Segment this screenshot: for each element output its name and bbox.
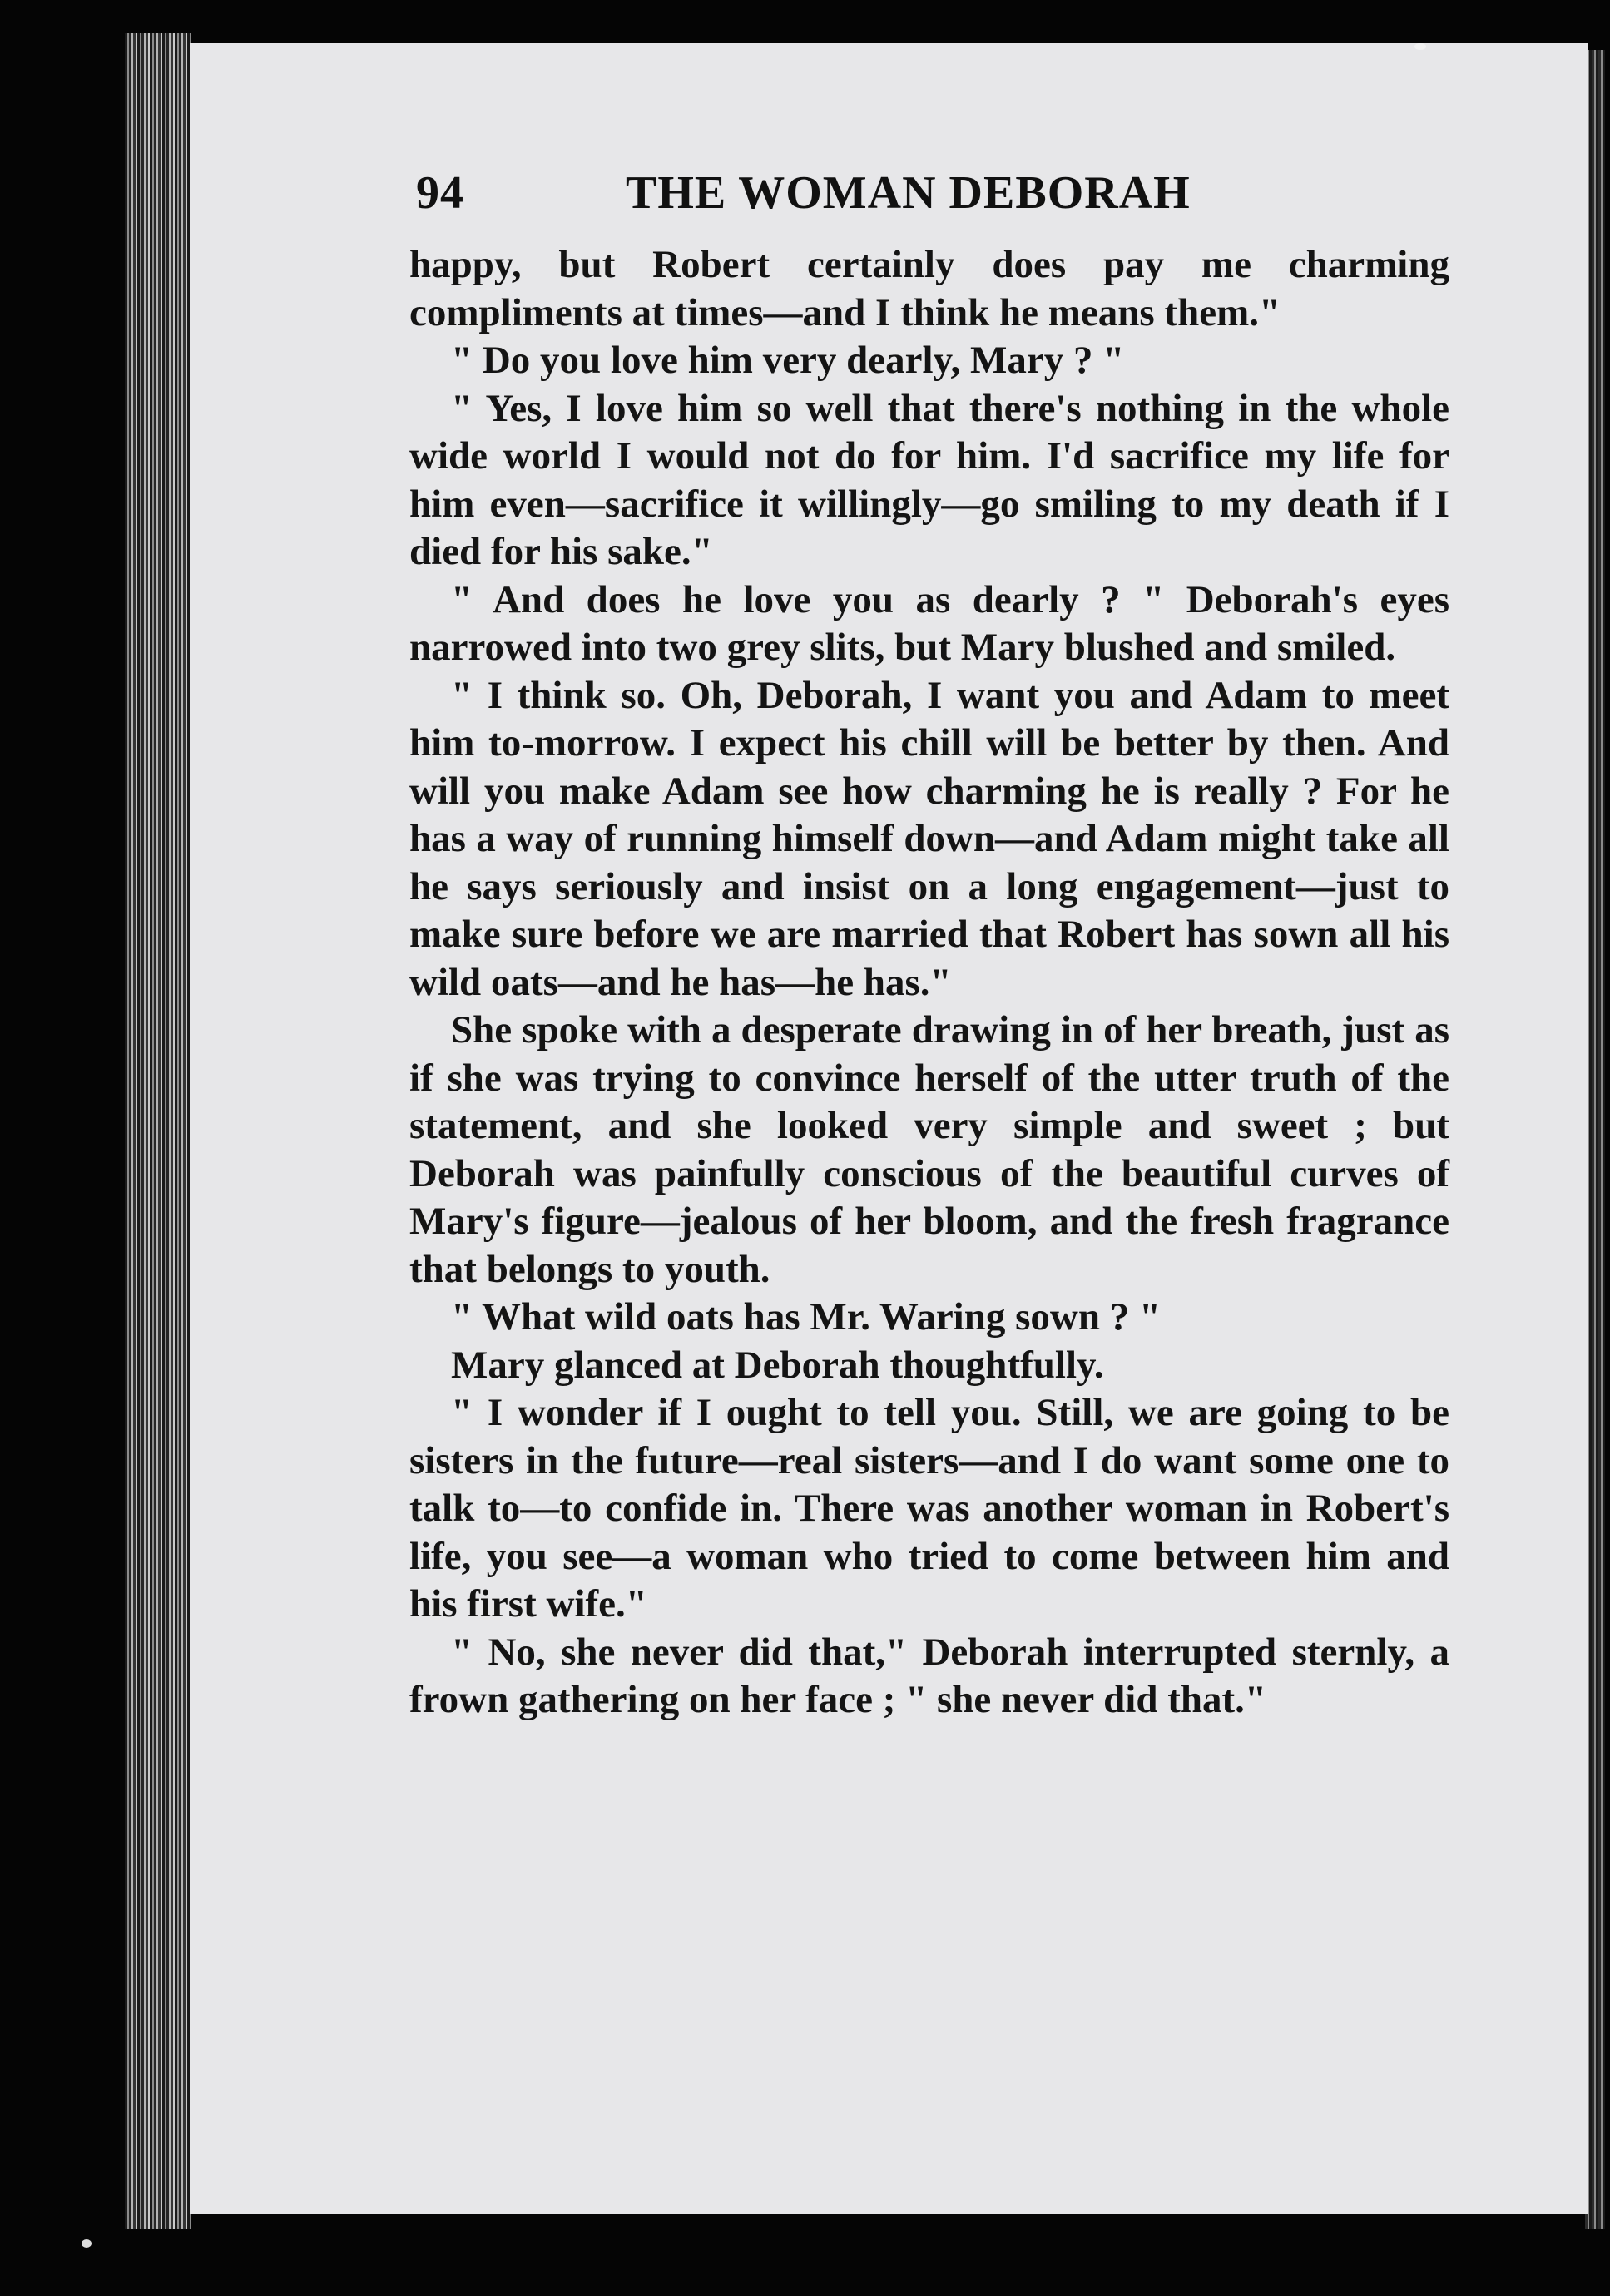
book-page-edges: [125, 33, 191, 2229]
book-right-edge: [1585, 50, 1605, 2229]
paragraph: " Yes, I love him so well that there's nothing in the whole wide world I would not do for him. I'd sacrifice my life for him even—sacrifice it willingly—go smiling to my death if I died for his sake.": [409, 386, 1449, 573]
paragraph: happy, but Robert certainly does pay me charming compliments at times—and I think he means them.": [409, 243, 1449, 334]
paragraph: " And does he love you as dearly ? " Deborah's eyes narrowed into two grey slits, but Mary blushed and smiled.: [409, 577, 1449, 669]
paragraph: " I wonder if I ought to tell you. Still, we are going to be sisters in the future—real sisters—and I do want some one to talk to—to confide in. There was another woman in Robert's life, you see—a woman who tried to come between him and his first wife.": [409, 1391, 1449, 1626]
page-number: 94: [416, 167, 464, 219]
scan-speck: [1414, 43, 1426, 50]
page-header: [416, 166, 1431, 219]
paragraph: She spoke with a desperate drawing in of her breath, just as if she was trying to convince herself of the utter truth of the statement, and she looked very simple and sweet ; but Deborah was painfully conscious of the beautiful curves of Mary's figure—jealous of her bloom, and the fresh fragrance that belongs to youth.: [409, 1008, 1449, 1291]
paragraph: " No, she never did that," Deborah interrupted sternly, a frown gathering on her face ; " she never did that.": [409, 1630, 1449, 1721]
paragraph: Mary glanced at Deborah thoughtfully.: [451, 1343, 1104, 1387]
scan-speck: [82, 2239, 92, 2248]
body-text: [409, 241, 1449, 1724]
paragraph: " Do you love him very dearly, Mary ? ": [451, 339, 1125, 382]
paragraph: " What wild oats has Mr. Waring sown ? ": [451, 1295, 1162, 1339]
paragraph: " I think so. Oh, Deborah, I want you and Adam to meet him to-morrow. I expect his chill will be better by then. And will you make Adam see how charming he is really ? For he has a way of running himself down—and Adam might take all he says seriously and insist on a long engagement—just to make sure before we are married that Robert has sown all his wild oats—and he has—he has.": [409, 673, 1449, 1004]
running-title: THE WOMAN DEBORAH: [626, 167, 1191, 219]
